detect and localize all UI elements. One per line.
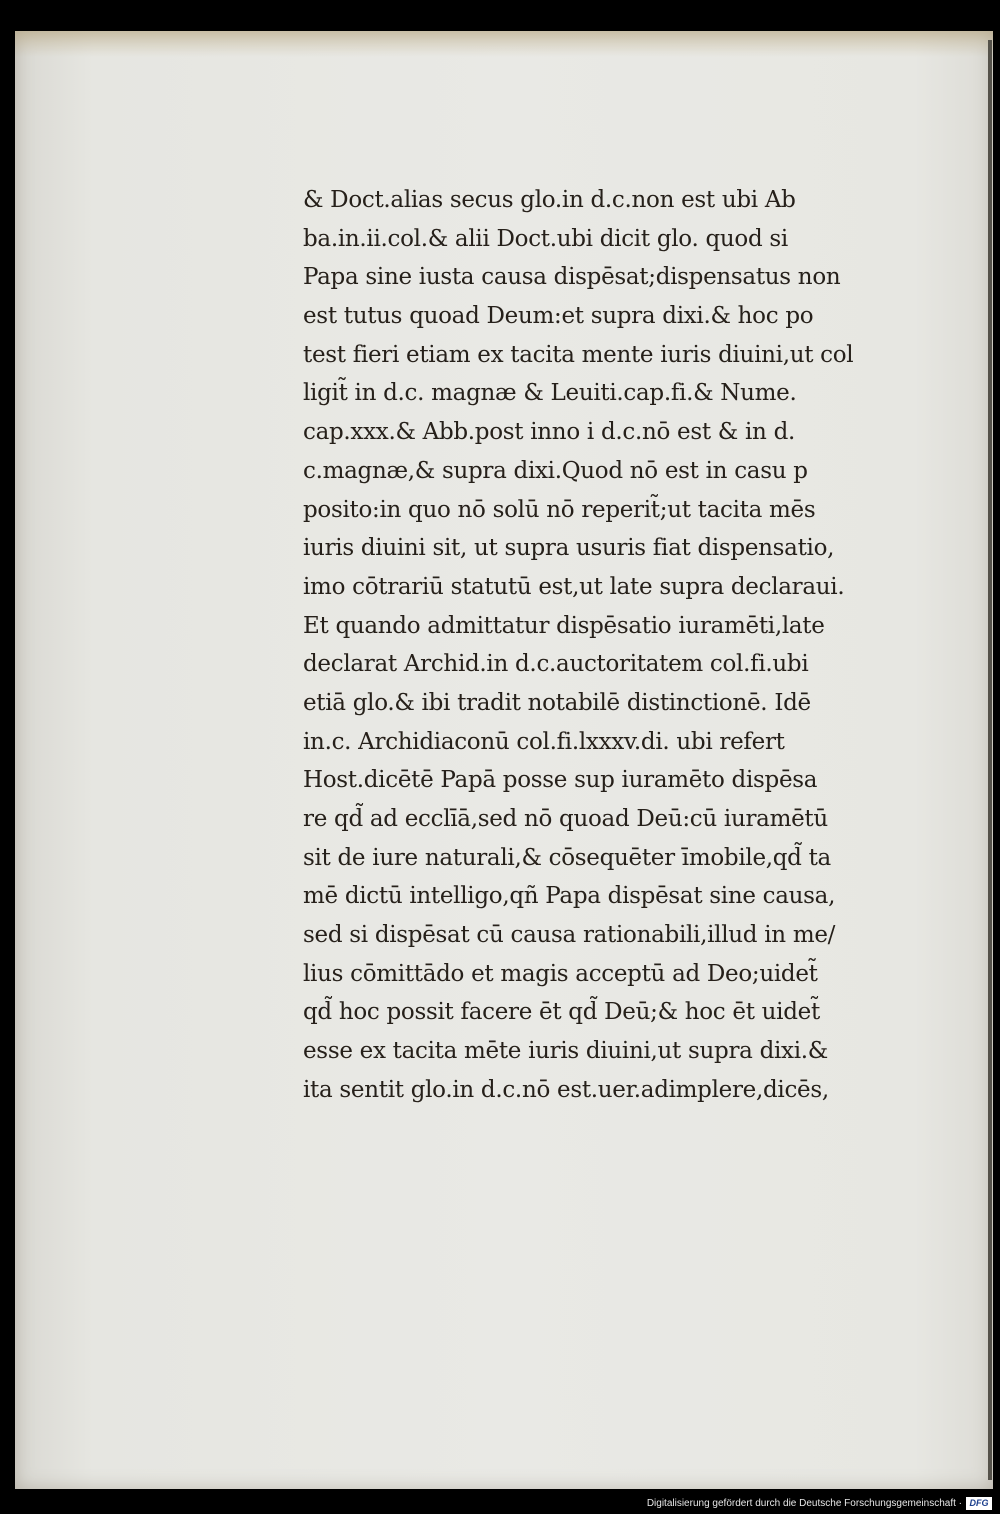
text-line: ligit̃ in d.c. magnæ & Leuiti.cap.fi.& Nume. [303, 380, 797, 407]
text-line: & Doct.alias secus glo.in d.c.non est ubi Ab [303, 187, 796, 213]
text-line: Papa sine iusta causa dispēsat;dispensatus non [303, 264, 841, 291]
text-line: imo cōtrariū statutū est,ut late supra declaraui. [303, 573, 845, 600]
text-line: Et quando admittatur dispēsatio iuramēti,late [303, 612, 825, 639]
text-line: cap.xxx.& Abb.post inno i d.c.nō est & in d. [303, 419, 796, 446]
text-line: iuris diuini sit, ut supra usuris fiat dispensatio, [303, 535, 835, 562]
page-text-block [303, 181, 893, 1110]
text-line: mē dictū intelligo,qñ Papa dispēsat sine causa, [303, 883, 836, 910]
text-line: declarat Archid.in d.c.auctoritatem col.fi.ubi [303, 651, 809, 678]
text-line: re qd̃ ad ecclīā,sed nō quoad Deū:cū iuramētū [303, 806, 828, 832]
text-line: esse ex tacita mēte iuris diuini,ut supra dixi.& [303, 1038, 828, 1065]
text-line: lius cōmittādo et magis acceptū ad Deo;uidet̃ [303, 960, 818, 987]
text-line: etiā glo.& ibi tradit notabilē distinctionē. Idē [303, 689, 811, 716]
dfg-logo: DFG [966, 1497, 992, 1510]
text-line: qd̃ hoc possit facere ēt qd̃ Deū;& hoc ēt uidet̃ [303, 999, 820, 1026]
text-line: sit de iure naturali,& cōsequēter īmobile,qd̃ ta [303, 844, 831, 871]
digitization-credit: Digitalisierung gefördert durch die Deutsche Forschungsgemeinschaft · [646, 1498, 962, 1509]
text-line: ba.in.ii.col.& alii Doct.ubi dicit glo. quod si [303, 225, 788, 252]
text-line: posito:in quo nō solū nō reperit̃;ut tacita mēs [303, 496, 816, 523]
text-line: est tutus quoad Deum:et supra dixi.& hoc po [303, 303, 814, 330]
text-line: c.magnæ,& supra dixi.Quod nō est in casu p [303, 457, 808, 484]
page-edge [988, 40, 992, 1480]
text-line: ita sentit glo.in d.c.nō est.uer.adimplere,dicēs, [303, 1076, 829, 1103]
text-line: in.c. Archidiaconū col.fi.lxxxv.di. ubi refert [303, 728, 785, 755]
text-line: sed si dispēsat cū causa rationabili,illud in me/ [303, 922, 836, 949]
text-line: Host.dicētē Papā posse sup iuramēto dispēsa [303, 767, 818, 794]
text-line: test fieri etiam ex tacita mente iuris diuini,ut col [303, 341, 854, 368]
